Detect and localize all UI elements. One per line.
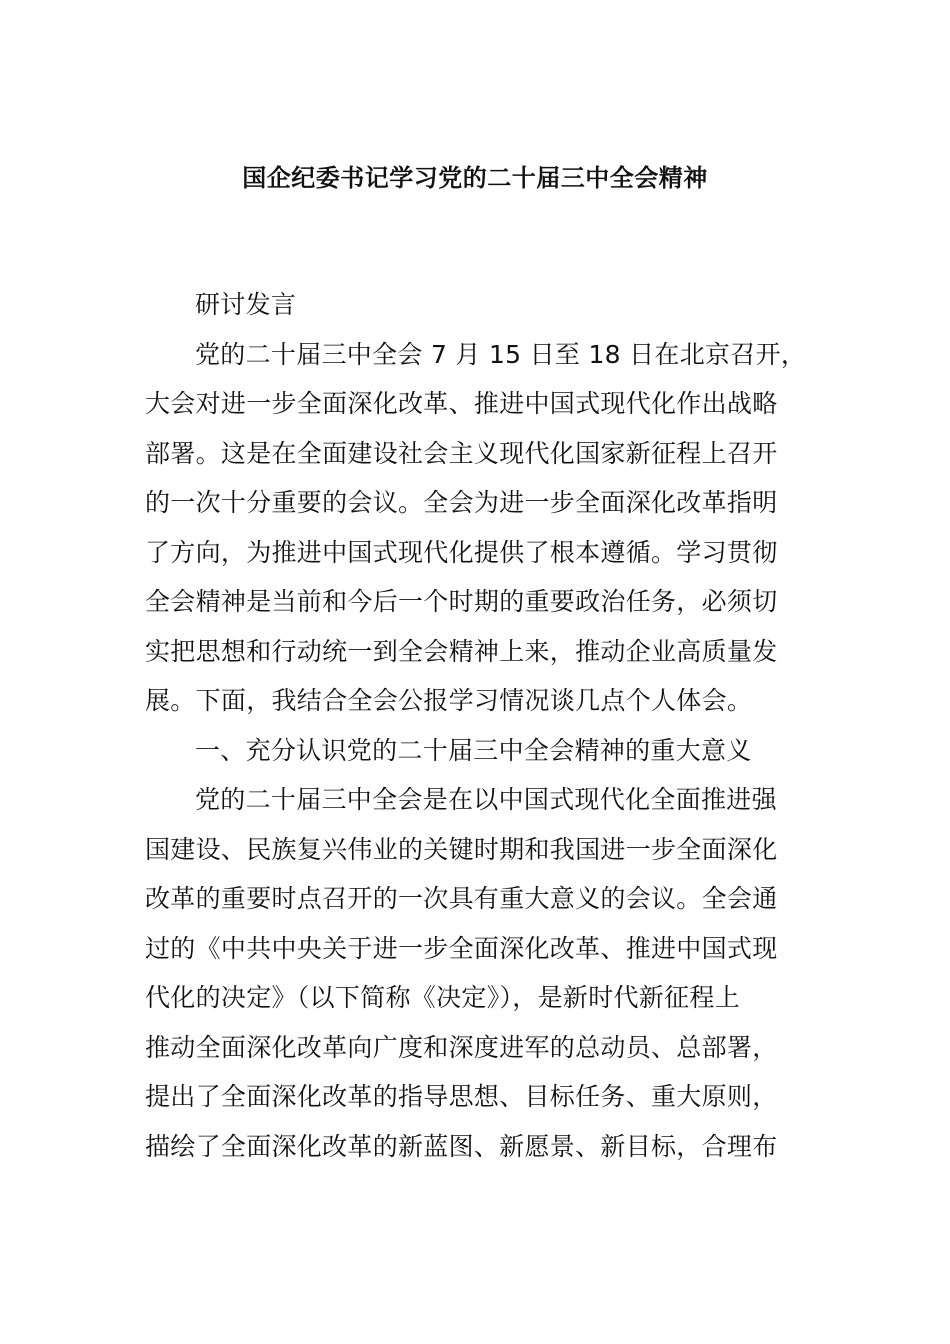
paragraph-line: 代化的决定》（以下简称《决定》），是新时代新征程上 [145, 983, 741, 1012]
paragraph-line: 展。下面，我结合全会公报学习情况谈几点个人体会。 [145, 686, 753, 715]
paragraph-line: 全会精神是当前和今后一个时期的重要政治任务，必须切 [145, 587, 778, 616]
paragraph-line: 的一次十分重要的会议。全会为进一步全面深化改革指明 [145, 488, 778, 517]
paragraph-line: 部署。这是在全面建设社会主义现代化国家新征程上召开 [145, 438, 778, 468]
paragraph-line: 大会对进一步全面深化改革、推进中国式现代化作出战略 [145, 389, 778, 418]
paragraph-line: 改革的重要时点召开的一次具有重大意义的会议。全会通 [145, 884, 778, 913]
paragraph-line: 党的二十届三中全会 7 月 15 日至 18 日在北京召开， [195, 339, 807, 369]
paragraph-line: 提出了全面深化改革的指导思想、目标任务、重大原则， [145, 1082, 778, 1111]
paragraph-line: 实把思想和行动统一到全会精神上来，推动企业高质量发 [145, 636, 778, 666]
document-title: 国企纪委书记学习党的二十届三中全会精神 [242, 164, 708, 192]
paragraph-line: 推动全面深化改革向广度和深度进军的总动员、总部署， [145, 1032, 778, 1062]
paragraph-line: 过的《中共中央关于进一步全面深化改革、推进中国式现 [145, 933, 778, 963]
section-heading: 一、充分认识党的二十届三中全会精神的重大意义 [195, 735, 752, 765]
paragraph-line: 国建设、民族复兴伟业的关键时期和我国进一步全面深化 [145, 834, 778, 864]
paragraph-line: 党的二十届三中全会是在以中国式现代化全面推进强 [195, 785, 777, 814]
section-label: 研讨发言 [195, 290, 297, 319]
document-body [145, 280, 807, 1171]
paragraph-line: 描绘了全面深化改革的新蓝图、新愿景、新目标，合理布 [145, 1131, 778, 1161]
paragraph-line: 了方向，为推进中国式现代化提供了根本遵循。学习贯彻 [145, 537, 778, 567]
